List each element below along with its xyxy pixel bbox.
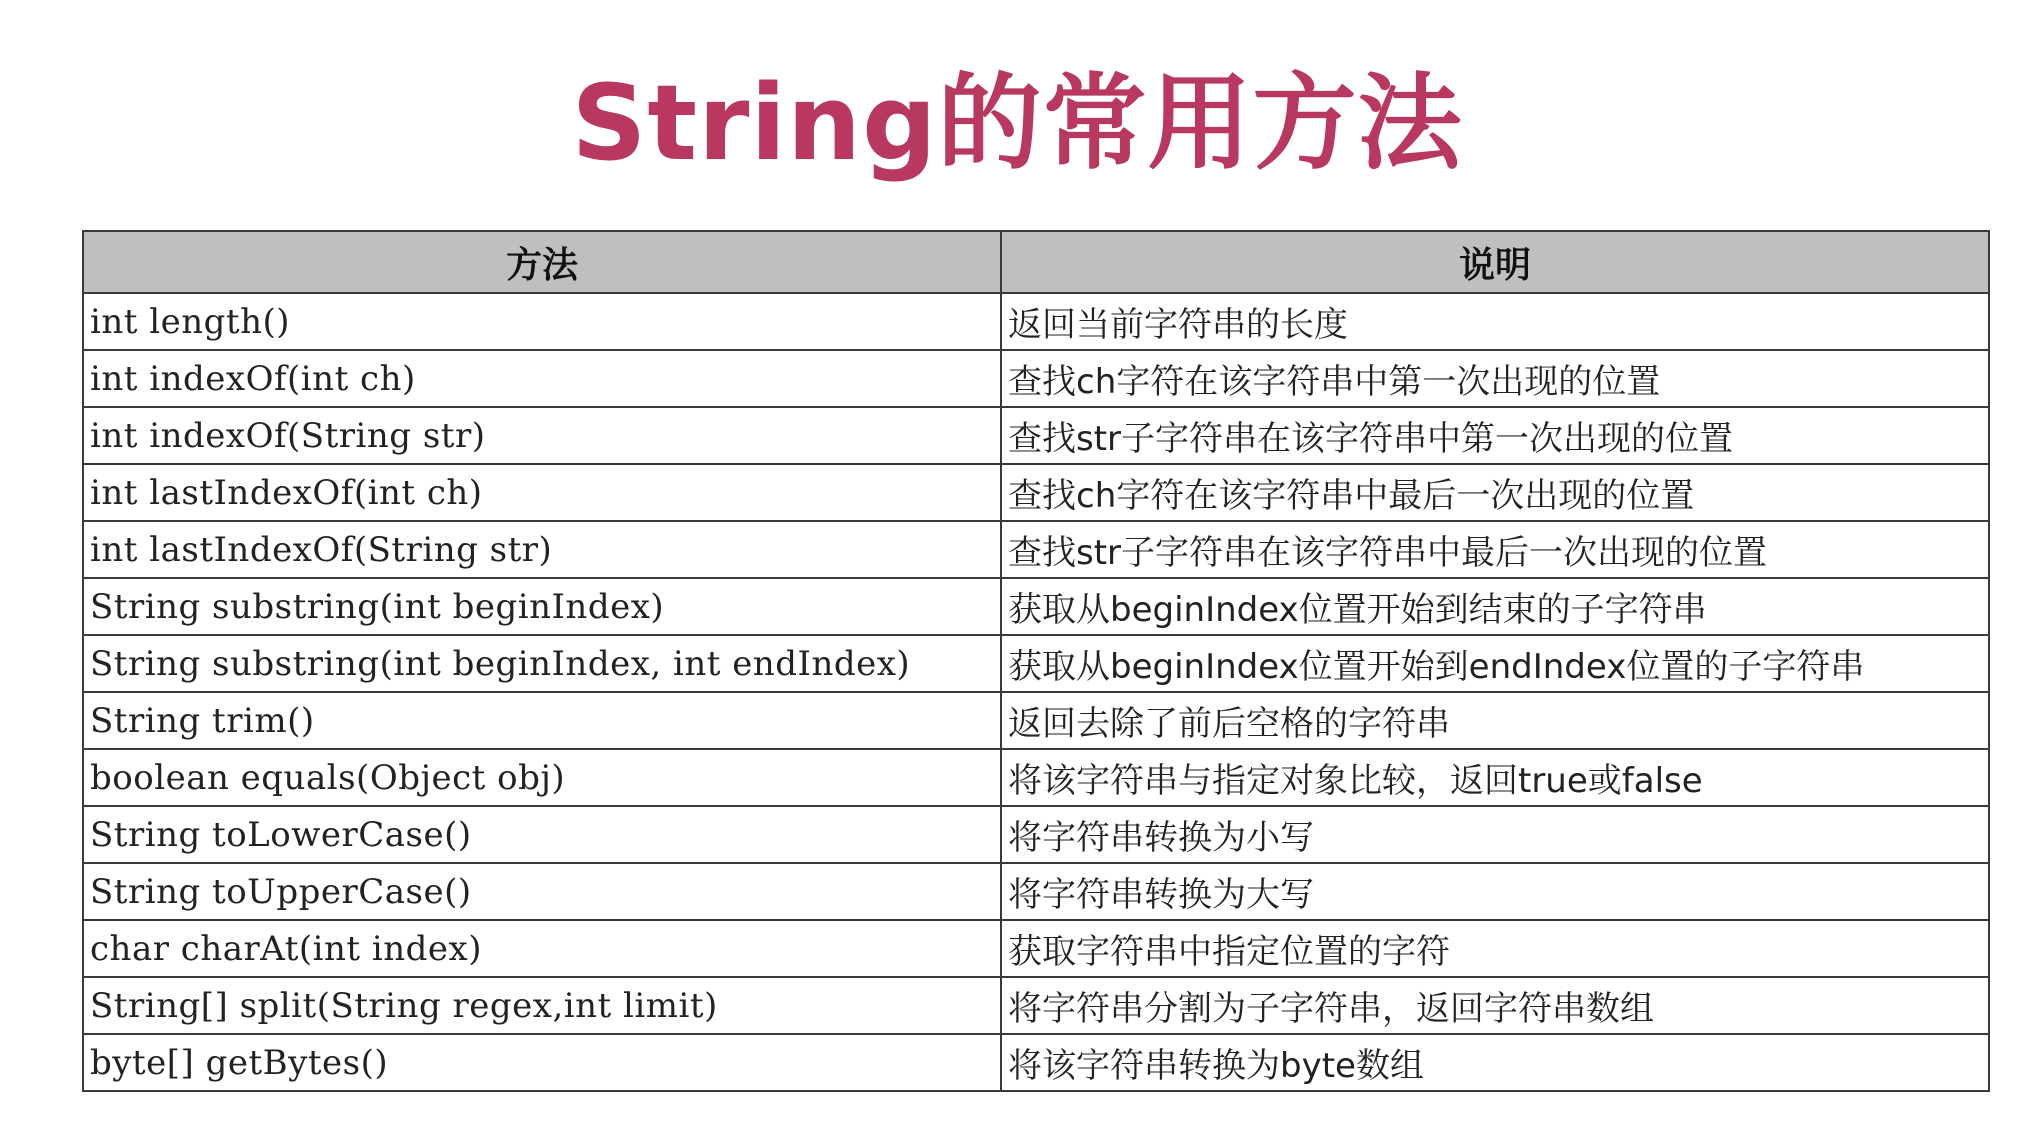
table-row	[83, 920, 1989, 977]
table-header-row	[83, 231, 1989, 293]
description-cell: 查找ch字符在该字符串中最后一次出现的位置	[1001, 464, 1989, 521]
table-row	[83, 407, 1989, 464]
method-cell: String substring(int beginIndex, int endIndex)	[83, 635, 1001, 692]
table-row	[83, 692, 1989, 749]
method-cell: int length()	[83, 293, 1001, 350]
page-title: String的常用方法	[571, 62, 1463, 184]
method-cell: boolean equals(Object obj)	[83, 749, 1001, 806]
method-cell: char charAt(int index)	[83, 920, 1001, 977]
method-cell: String toLowerCase()	[83, 806, 1001, 863]
method-cell: String trim()	[83, 692, 1001, 749]
description-cell: 将字符串分割为子字符串，返回字符串数组	[1001, 977, 1989, 1034]
description-cell: 获取字符串中指定位置的字符	[1001, 920, 1989, 977]
table-row	[83, 350, 1989, 407]
table-row	[83, 1034, 1989, 1091]
description-cell: 获取从beginIndex位置开始到结束的子字符串	[1001, 578, 1989, 635]
description-cell: 返回去除了前后空格的字符串	[1001, 692, 1989, 749]
method-cell: int indexOf(int ch)	[83, 350, 1001, 407]
description-cell: 返回当前字符串的长度	[1001, 293, 1989, 350]
table-row	[83, 464, 1989, 521]
table-row	[83, 578, 1989, 635]
table-row	[83, 806, 1989, 863]
table-row	[83, 977, 1989, 1034]
method-cell: String toUpperCase()	[83, 863, 1001, 920]
method-cell: byte[] getBytes()	[83, 1034, 1001, 1091]
description-cell: 将字符串转换为小写	[1001, 806, 1989, 863]
method-cell: String[] split(String regex,int limit)	[83, 977, 1001, 1034]
methods-table	[82, 230, 1990, 1092]
description-cell: 查找str子字符串在该字符串中最后一次出现的位置	[1001, 521, 1989, 578]
description-cell: 查找str子字符串在该字符串中第一次出现的位置	[1001, 407, 1989, 464]
method-cell: int lastIndexOf(String str)	[83, 521, 1001, 578]
description-cell: 获取从beginIndex位置开始到endIndex位置的子字符串	[1001, 635, 1989, 692]
description-cell: 查找ch字符在该字符串中第一次出现的位置	[1001, 350, 1989, 407]
table-row	[83, 635, 1989, 692]
description-cell: 将该字符串转换为byte数组	[1001, 1034, 1989, 1091]
column-header-method: 方法	[83, 231, 1001, 293]
column-header-description: 说明	[1001, 231, 1989, 293]
table-row	[83, 293, 1989, 350]
method-cell: int indexOf(String str)	[83, 407, 1001, 464]
description-cell: 将字符串转换为大写	[1001, 863, 1989, 920]
table-row	[83, 749, 1989, 806]
method-cell: String substring(int beginIndex)	[83, 578, 1001, 635]
table-row	[83, 863, 1989, 920]
method-cell: int lastIndexOf(int ch)	[83, 464, 1001, 521]
table-row	[83, 521, 1989, 578]
description-cell: 将该字符串与指定对象比较，返回true或false	[1001, 749, 1989, 806]
